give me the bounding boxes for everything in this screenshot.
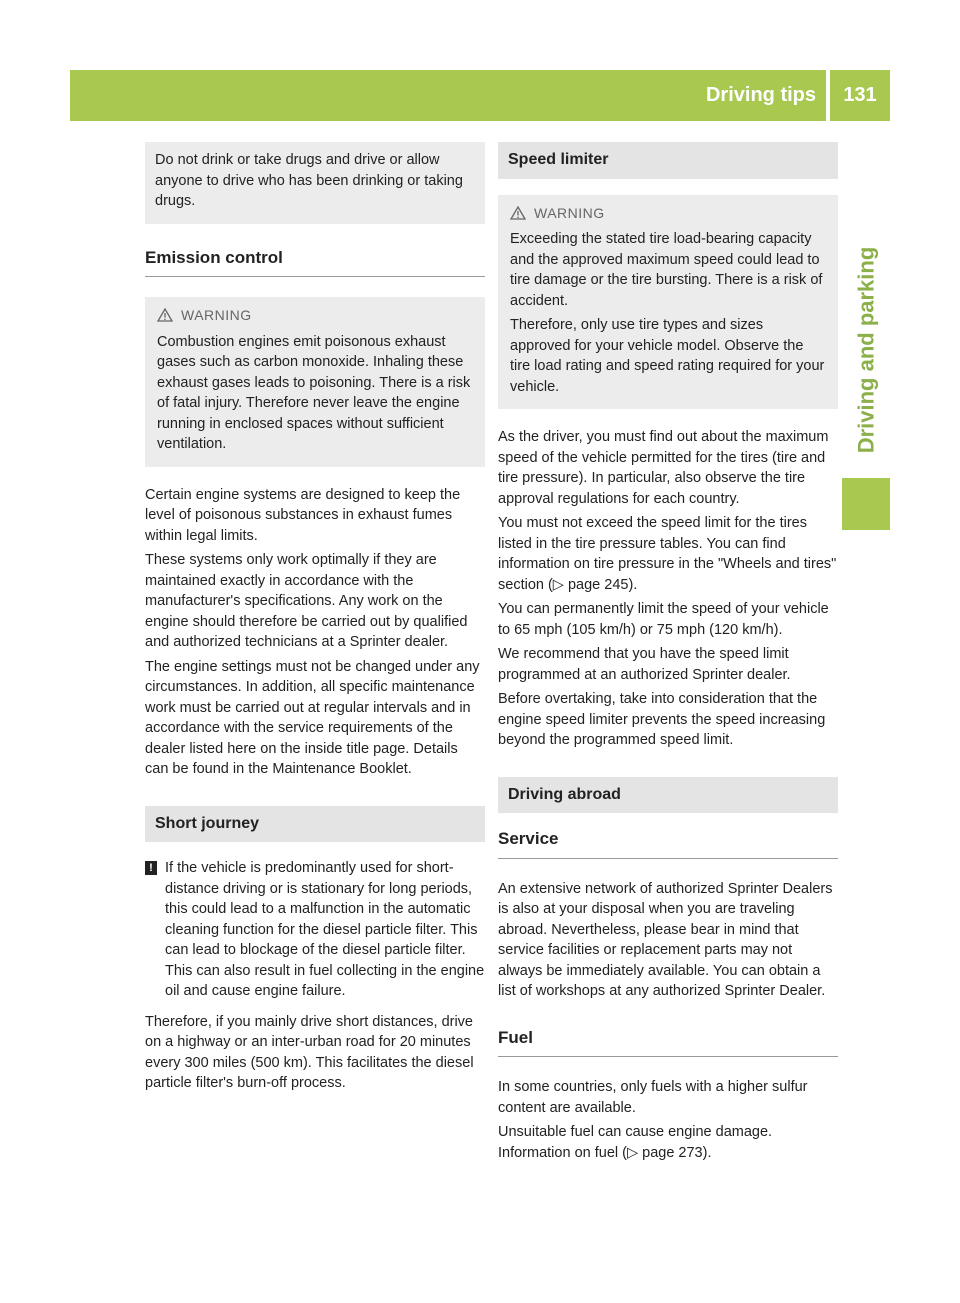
warning-triangle-icon xyxy=(510,206,526,220)
emission-paragraph-1: Certain engine systems are designed to keep the level of poisonous substances in exhaust fumes within legal limits. xyxy=(145,486,461,544)
side-tab-marker xyxy=(842,478,890,530)
right-column xyxy=(498,142,838,1167)
emission-heading: Emission control xyxy=(145,248,485,278)
side-tab-label: Driving and parking xyxy=(853,246,878,454)
intro-text: Do not drink or take drugs and drive or allow anyone to drive who has been drinking or taking drugs. xyxy=(155,152,463,209)
section-title: Driving tips xyxy=(705,84,816,106)
left-column xyxy=(145,142,485,1098)
warning-triangle-icon xyxy=(157,308,173,322)
warning-text-2: Therefore, only use tire types and sizes approved for your vehicle model. Observe the tire load rating and speed rating required for your vehicle. xyxy=(510,317,825,395)
side-tab xyxy=(842,225,890,475)
speed-limiter-heading: Speed limiter xyxy=(498,142,838,179)
warning-text: Combustion engines emit poisonous exhaust gases such as carbon monoxide. Inhaling these exhaust gases leads to poisoning. There is a risk of fatal injury. Therefore never leave the engine running in enclosed spaces without sufficient ventilation. xyxy=(157,333,471,452)
warning-header xyxy=(510,203,826,224)
speed-paragraph-5: Before overtaking, take into consideration that the engine speed limiter prevents the speed increasing beyond the programmed speed limit. xyxy=(498,691,826,748)
driving-abroad-heading: Driving abroad xyxy=(498,777,838,814)
speed-paragraph-3: You can permanently limit the speed of your vehicle to 65 mph (105 km/h) or 75 mph (120 km/h). xyxy=(498,601,829,638)
speed-paragraph-2: You must not exceed the speed limit for the tires listed in the tire pressure tables. You can find information on tire pressure in the "Wheels and tires" section (▷ page 245). xyxy=(498,515,837,593)
emission-paragraph-3: The engine settings must not be changed under any circumstances. In addition, all specific maintenance work must be carried out at regular intervals and in accordance with the service requirements of the dealer listed here on the inside title page. Details can be found in the Maintenance Booklet. xyxy=(145,658,480,777)
note-icon: ! xyxy=(145,861,157,875)
short-journey-note xyxy=(145,858,485,1006)
fuel-heading: Fuel xyxy=(498,1028,838,1058)
service-heading: Service xyxy=(498,829,838,859)
warning-label: WARNING xyxy=(181,307,252,323)
emission-warning xyxy=(145,297,485,467)
page-number: 131 xyxy=(830,70,890,121)
fuel-paragraph-2: Unsuitable fuel can cause engine damage. Information on fuel (▷ page 273). xyxy=(498,1124,773,1161)
speed-warning xyxy=(498,195,838,410)
speed-paragraph-1: As the driver, you must find out about the maximum speed of the vehicle permitted for the tires (tire and tire pressure). In particular, also observe the tire approval regulations for each country. xyxy=(498,429,829,507)
service-paragraph: An extensive network of authorized Sprinter Dealers is also at your disposal when you are traveling abroad. Nevertheless, please bear in mind that service facilities or replacement parts may not always be immediately available. You can obtain a list of workshops at any authorized Sprinter Dealer. xyxy=(498,880,833,999)
short-journey-heading: Short journey xyxy=(145,806,485,843)
speed-paragraph-4: We recommend that you have the speed limit programmed at an authorized Sprinter dealer. xyxy=(498,646,791,683)
warning-text-1: Exceeding the stated tire load-bearing capacity and the approved maximum speed could lead to tire damage or the tire bursting. There is a risk of accident. xyxy=(510,231,823,309)
emission-paragraph-2: These systems only work optimally if they are maintained exactly in accordance with the manufacturer's specifications. Any work on the engine should therefore be carried out by qualified and authorized technicians at a Sprinter dealer. xyxy=(145,552,468,650)
warning-label: WARNING xyxy=(534,204,605,221)
warning-header xyxy=(157,305,473,326)
intro-box xyxy=(145,142,485,224)
note-text: If the vehicle is predominantly used for short-distance driving or is stationary for long periods, this could lead to a malfunction in the automatic cleaning function for the diesel particle filter. This can lead to blockage of the diesel particle filter. This can also result in fuel collecting in the engine oil and cause engine failure. xyxy=(165,860,485,999)
short-journey-paragraph: Therefore, if you mainly drive short distances, drive on a highway or an inter-urban road for 20 minutes every 300 miles (500 km). This facilitates the diesel particle filter's burn-off process. xyxy=(145,1013,474,1091)
fuel-paragraph-1: In some countries, only fuels with a higher sulfur content are available. xyxy=(498,1079,808,1116)
